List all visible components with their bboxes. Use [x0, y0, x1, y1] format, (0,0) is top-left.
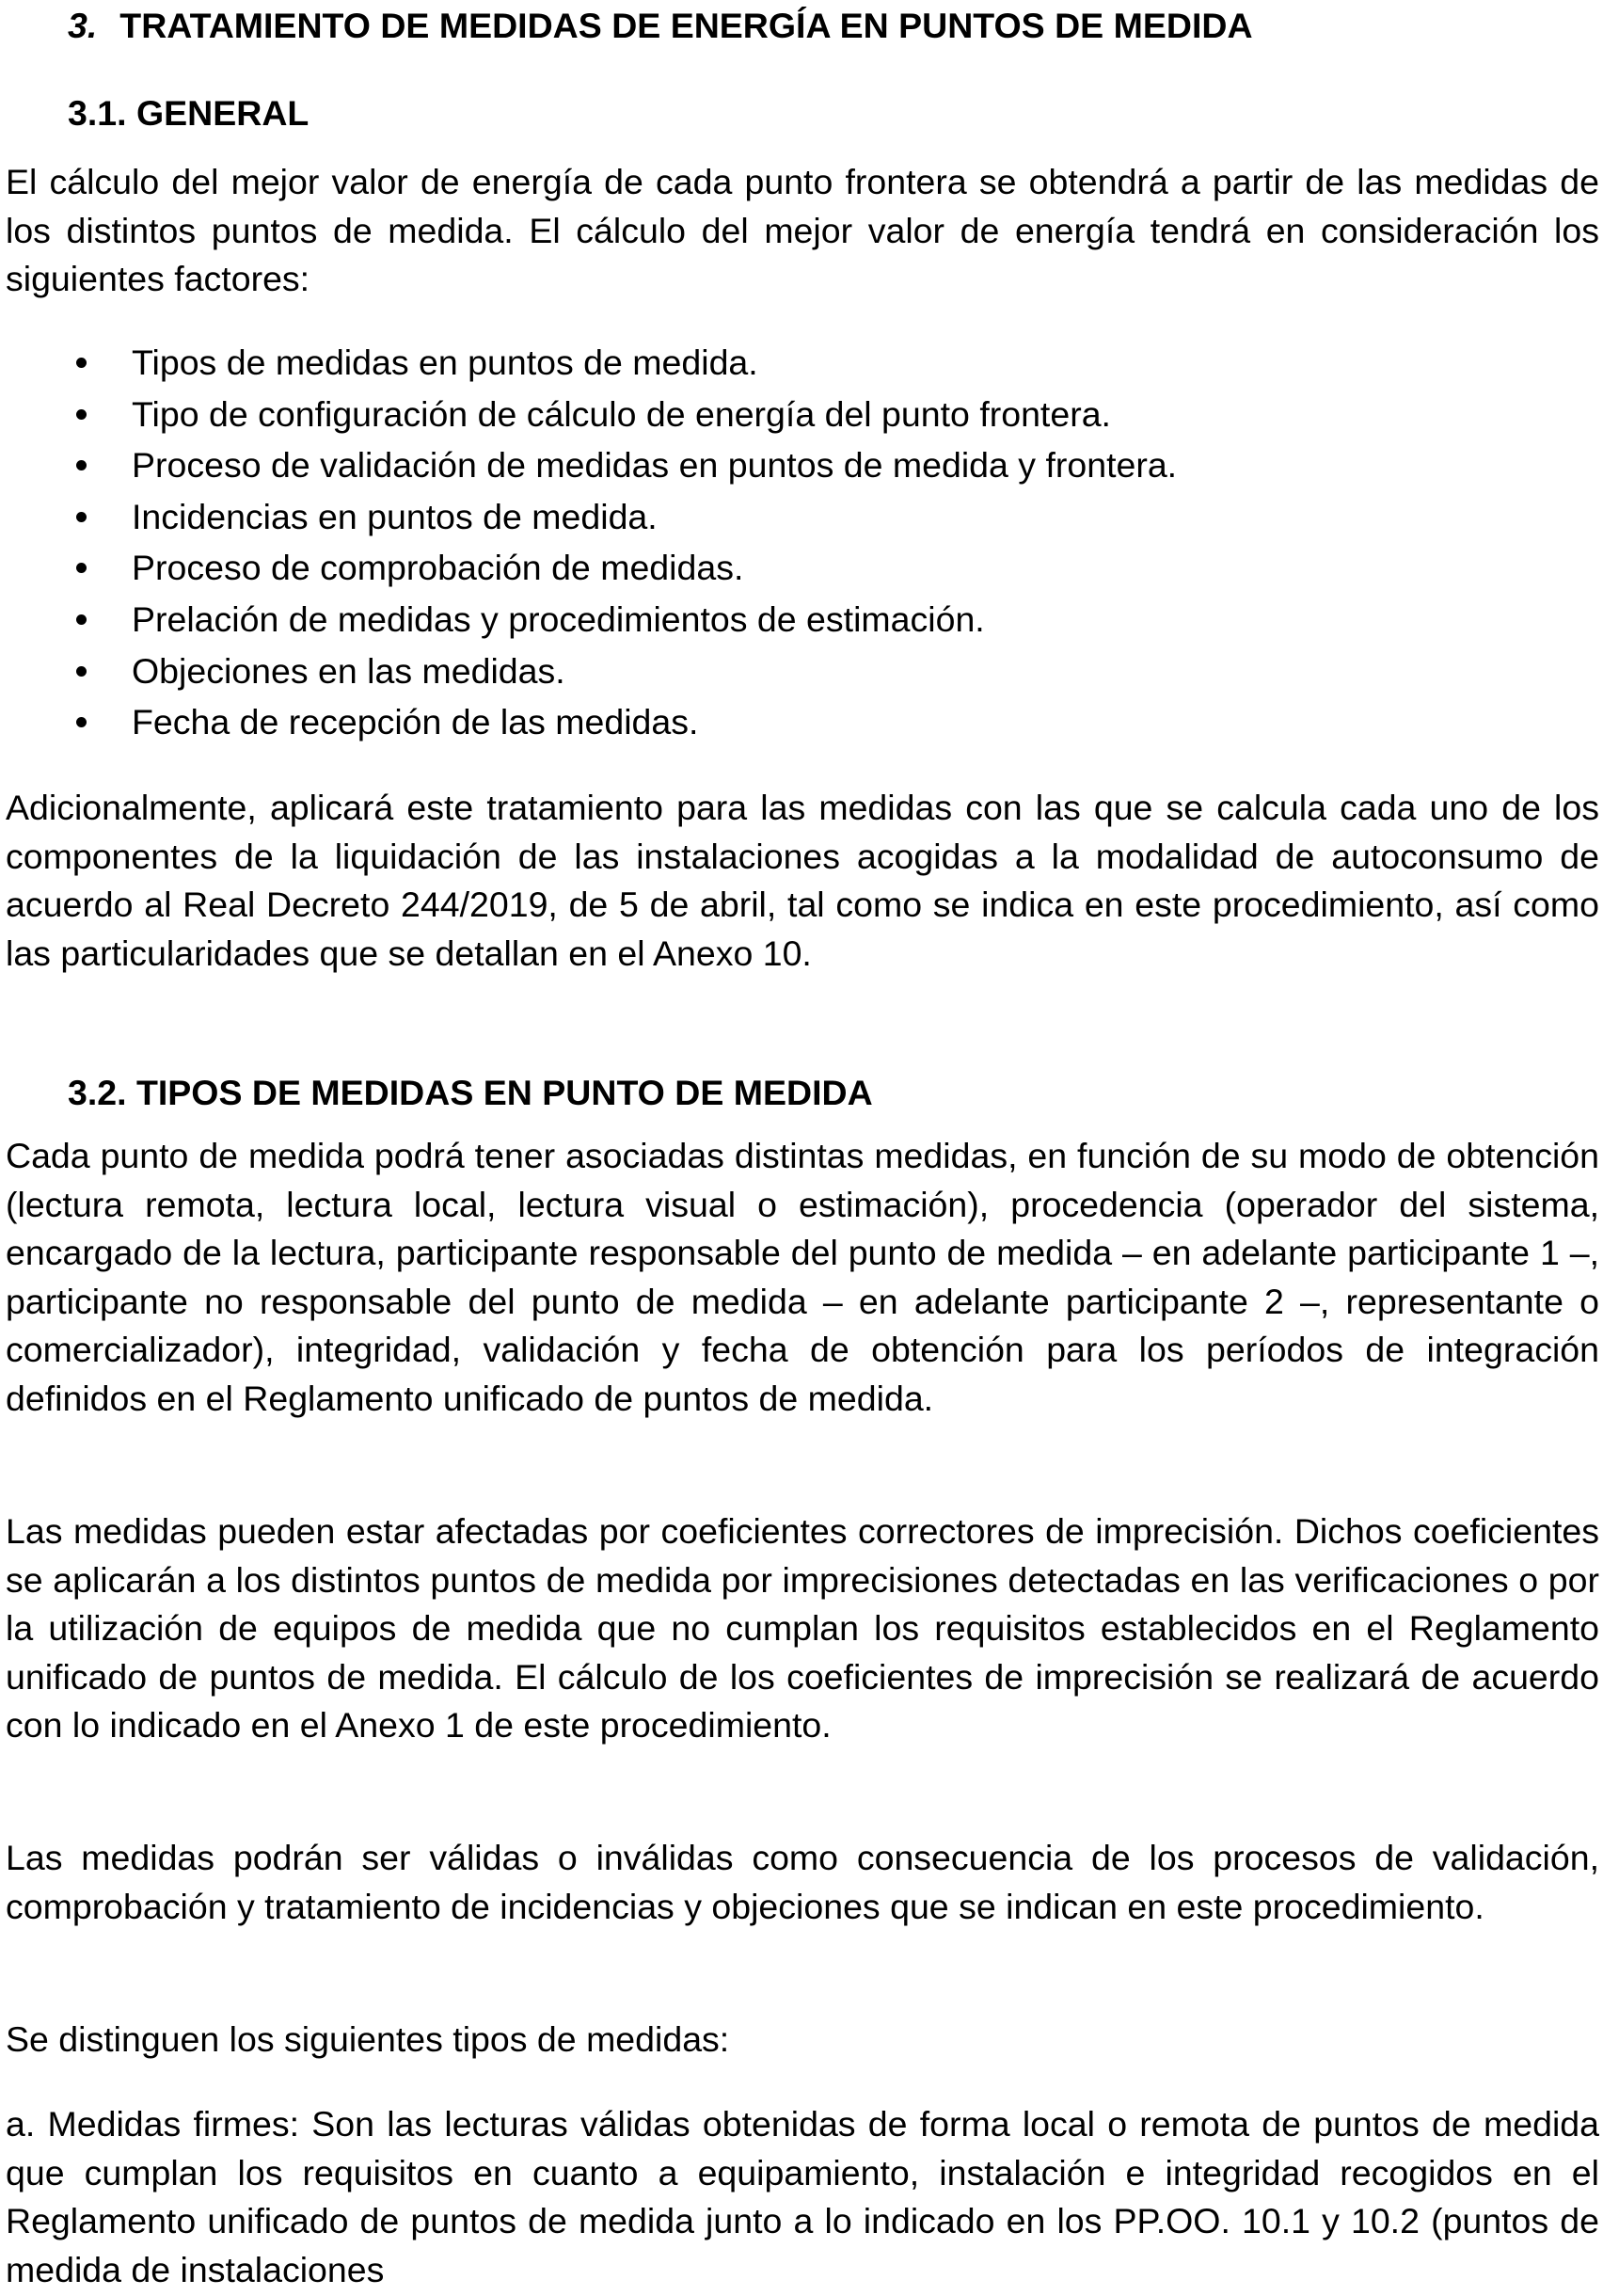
factor-item: Prelación de medidas y procedimientos de estimación. — [6, 594, 1599, 646]
general-intro-paragraph: El cálculo del mejor valor de energía de cada punto frontera se obtendrá a partir de las medidas de los distintos puntos de medida. El cálculo del mejor valor de energía tendrá en consideración los siguientes factores: — [6, 162, 1599, 298]
bullet-icon — [76, 614, 87, 625]
imprecision-paragraph: Las medidas pueden estar afectadas por coeficientes correctores de imprecisión. Dichos coeficientes se aplicarán a los distintos puntos de medida por imprecisiones detectadas en las verificaciones o por la utilización de equipos de medida que no cumplan los requisitos establecidos en el Reglamento unificado de puntos de medida. El cálculo de los coeficientes de imprecisión se realizará de acuerdo con lo indicado en el Anexo 1 de este procedimiento. — [6, 1511, 1599, 1745]
additional-paragraph: Adicionalmente, aplicará este tratamiento para las medidas con las que se calcula cada uno de los componentes de la liquidación de las instalaciones acogidas a la modalidad de autoconsumo de acuerdo al Real Decreto 244/2019, de 5 de abril, tal como se indica en este procedimiento, así como las particularidades que se detallan en el Anexo 10. — [6, 788, 1599, 973]
bullet-icon — [76, 512, 87, 522]
section-3-2-heading: 3.2. TIPOS DE MEDIDAS EN PUNTO DE MEDIDA — [68, 1073, 873, 1112]
section-3-1-heading: 3.1. GENERAL — [68, 93, 309, 133]
bullet-icon — [76, 717, 87, 727]
factor-item: Proceso de comprobación de medidas. — [6, 542, 1599, 594]
bullet-icon — [76, 666, 87, 677]
factors-list — [6, 337, 1599, 748]
bullet-icon — [76, 460, 87, 470]
factor-item: Proceso de validación de medidas en puntos de medida y frontera. — [6, 439, 1599, 491]
section-3-heading — [68, 2, 1253, 51]
measure-types-paragraph: Cada punto de medida podrá tener asociadas distintas medidas, en función de su modo de obtención (lectura remota, lectura local, lectura visual o estimación), procedencia (operador del sistema, encargado de la lectura, participante responsable del punto de medida – en adelante participante 1 –, participante no responsable del punto de medida – en adelante participante 2 –, representante o comercializador), integridad, validación y fecha de obtención para los períodos de integración definidos en el Reglamento unificado de puntos de medida. — [6, 1136, 1599, 1418]
factor-item: Fecha de recepción de las medidas. — [6, 696, 1599, 748]
factor-item: Tipo de configuración de cálculo de energía del punto frontera. — [6, 389, 1599, 440]
bullet-icon — [76, 409, 87, 420]
bullet-icon — [76, 358, 87, 368]
bullet-icon — [76, 563, 87, 573]
section-3-title: TRATAMIENTO DE MEDIDAS DE ENERGÍA EN PUNTOS DE MEDIDA — [119, 6, 1253, 45]
section-3-number: 3. — [68, 6, 98, 45]
factor-item: Incidencias en puntos de medida. — [6, 491, 1599, 543]
types-intro-paragraph: Se distinguen los siguientes tipos de medidas: — [6, 2019, 730, 2059]
firm-measures-paragraph: a. Medidas firmes: Son las lecturas válidas obtenidas de forma local o remota de puntos de medida que cumplan los requisitos en cuanto a equipamiento, instalación e integridad recogidos en el Reglamento unificado de puntos de medida junto a lo indicado en los PP.OO. 10.1 y 10.2 (puntos de medida de instalaciones — [6, 2104, 1599, 2289]
factor-item: Objeciones en las medidas. — [6, 646, 1599, 697]
factor-item: Tipos de medidas en puntos de medida. — [6, 337, 1599, 389]
validity-paragraph: Las medidas podrán ser válidas o inválidas como consecuencia de los procesos de validación, comprobación y tratamiento de incidencias y objeciones que se indican en este procedimiento. — [6, 1838, 1599, 1926]
